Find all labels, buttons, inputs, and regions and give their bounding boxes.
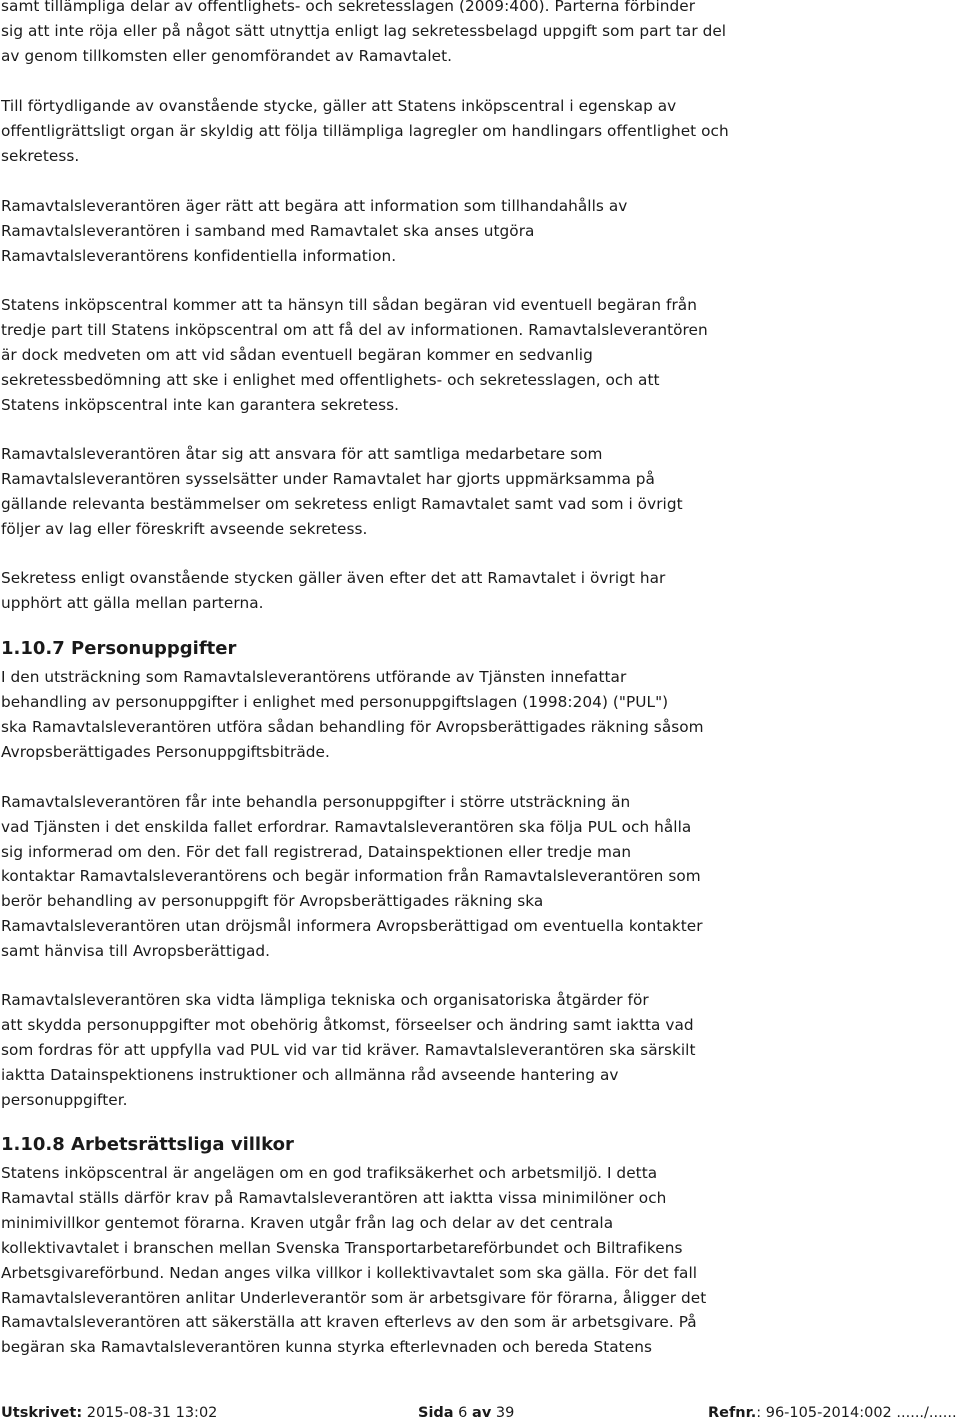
text-line: av genom tillkomsten eller genomförandet av Ramavtalet. [1,47,453,65]
section-heading-personuppgifter: 1.10.7 Personuppgifter [1,638,237,659]
text-line: Ramavtalsleverantören får inte behandla personuppgifter i större utsträckning än [1,793,631,811]
footer-printed [1,1404,217,1422]
text-line: Statens inköpscentral är angelägen om en god trafiksäkerhet och arbetsmiljö. I detta [1,1164,658,1182]
footer-printed-label: Utskrivet: [1,1405,83,1421]
text-line: sekretess. [1,147,80,165]
text-line: behandling av personuppgifter i enlighet med personuppgiftslagen (1998:204) ("PUL") [1,693,669,711]
text-line: Ramavtalsleverantören åtar sig att ansvara för att samtliga medarbetare som [1,445,603,463]
text-line: gällande relevanta bestämmelser om sekretess enligt Ramavtalet samt vad som i övrigt [1,495,683,513]
text-line: är dock medveten om att vid sådan eventuell begäran kommer en sedvanlig [1,346,593,364]
text-line: begäran ska Ramavtalsleverantören kunna styrka efterlevnaden och bereda Statens [1,1338,652,1356]
text-line: Ramavtalsleverantören att säkerställa att kraven efterlevs av den som är arbetsgivare. På [1,1313,697,1331]
footer-printed-value: 2015-08-31 13:02 [82,1405,218,1421]
text-line: tredje part till Statens inköpscentral om att få del av informationen. Ramavtalsleverantören [1,321,708,339]
text-line: Ramavtalsleverantören sysselsätter under Ramavtalet har gjorts uppmärksamma på [1,470,655,488]
text-line: kollektivavtalet i branschen mellan Svenska Transportarbetareförbundet och Biltrafikens [1,1239,683,1257]
text-line: Till förtydligande av ovanstående stycke, gäller att Statens inköpscentral i egenskap av [1,97,677,115]
text-line: sig informerad om den. För det fall registrerad, Datainspektionen eller tredje man [1,843,632,861]
text-line: Ramavtalsleverantörens konfidentiella information. [1,247,397,265]
text-line: Avropsberättigades Personuppgiftsbiträde. [1,743,330,761]
text-line: Ramavtalsleverantören ska vidta lämpliga tekniska och organisatoriska åtgärder för [1,991,649,1009]
footer-page-current: 6 [453,1405,473,1421]
text-line: sig att inte röja eller på något sätt utnyttja enligt lag sekretessbelagd uppgift som part tar del [1,22,727,40]
text-line: offentligrättsligt organ är skyldig att följa tillämpliga lagregler om handlingars offentlighet och [1,122,729,140]
text-line: iaktta Datainspektionens instruktioner och allmänna råd avseende hantering av [1,1066,619,1084]
text-line: Sekretess enligt ovanstående stycken gäller även efter det att Ramavtalet i övrigt har [1,569,666,587]
text-line: upphört att gälla mellan parterna. [1,594,264,612]
text-line: Ramavtal ställs därför krav på Ramavtalsleverantören att iaktta vissa minimilöner och [1,1189,667,1207]
section-heading-arbetsratt: 1.10.8 Arbetsrättsliga villkor [1,1134,294,1155]
text-line: Ramavtalsleverantören äger rätt att begära att information som tillhandahålls av [1,197,628,215]
text-line: samt tillämpliga delar av offentlighets- och sekretesslagen (2009:400). Parterna förbinder [1,0,696,15]
text-line: kontaktar Ramavtalsleverantörens och begär information från Ramavtalsleverantören som [1,867,701,885]
footer-page-total: 39 [491,1405,515,1421]
text-line: Arbetsgivareförbund. Nedan anges vilka villkor i kollektivavtalet som ska gälla. För det fall [1,1264,698,1282]
text-line: att skydda personuppgifter mot obehörig åtkomst, förseelser och ändring samt iaktta vad [1,1016,694,1034]
text-line: samt hänvisa till Avropsberättigad. [1,942,271,960]
footer-ref-value: : 96-105-2014:002 ....../...... [756,1405,957,1421]
text-line: sekretessbedömning att ske i enlighet med offentlighets- och sekretesslagen, och att [1,371,660,389]
text-line: vad Tjänsten i det enskilda fallet erfordrar. Ramavtalsleverantören ska följa PUL och hålla [1,818,692,836]
text-line: Statens inköpscentral kommer att ta hänsyn till sådan begäran vid eventuell begäran från [1,296,697,314]
text-line: berör behandling av personuppgift för Avropsberättigades räkning ska [1,892,544,910]
text-line: som fordras för att uppfylla vad PUL vid var tid kräver. Ramavtalsleverantören ska särskilt [1,1041,696,1059]
text-line: I den utsträckning som Ramavtalsleverantörens utförande av Tjänsten innefattar [1,668,627,686]
text-line: Ramavtalsleverantören anlitar Underleverantör som är arbetsgivare för förarna, åligger det [1,1289,707,1307]
footer-page-label: Sida [418,1405,454,1421]
text-line: minimivillkor gentemot förarna. Kraven utgår från lag och delar av det centrala [1,1214,614,1232]
text-line: Statens inköpscentral inte kan garantera sekretess. [1,396,400,414]
footer-page-number [418,1404,514,1422]
footer-ref-label: Refnr. [708,1405,757,1421]
footer-reference [708,1404,957,1422]
text-line: personuppgifter. [1,1091,128,1109]
text-line: ska Ramavtalsleverantören utföra sådan behandling för Avropsberättigades räkning såsom [1,718,704,736]
text-line: följer av lag eller föreskrift avseende sekretess. [1,520,368,538]
text-line: Ramavtalsleverantören i samband med Ramavtalet ska anses utgöra [1,222,535,240]
footer-page-of: av [472,1405,492,1421]
text-line: Ramavtalsleverantören utan dröjsmål informera Avropsberättigad om eventuella kontakter [1,917,703,935]
